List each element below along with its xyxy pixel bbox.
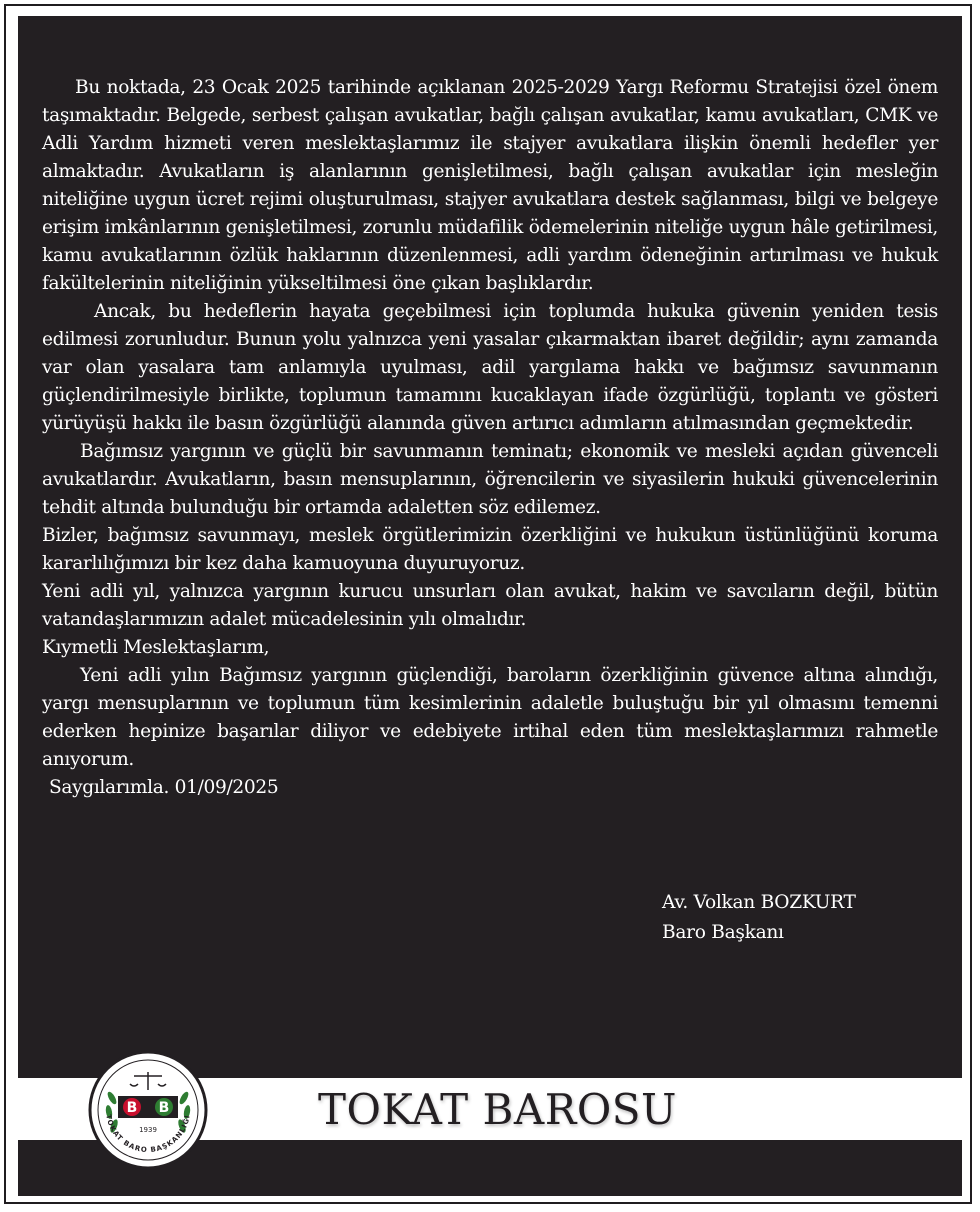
bar-association-logo bbox=[88, 1050, 208, 1170]
signature-block bbox=[662, 888, 856, 948]
letter-body bbox=[42, 74, 938, 802]
logo-ring-text: TOKAT BARO BAŞKANLIĞI bbox=[104, 1113, 192, 1155]
signatory-title: Baro Başkanı bbox=[662, 922, 784, 943]
paragraph: Bağımsız yargının ve güçlü bir savunmanın teminatı; ekonomik ve mesleki açıdan güvenceli avukatlardır. Avukatların, basın mensuplarının, öğrencilerin ve siyasilerin hukuki güvencelerinin tehdit altında bulunduğu bir ortamda adaletten söz edilemez. bbox=[42, 441, 938, 518]
paragraph: Yeni adli yılın Bağımsız yargının güçlendiği, baroların özerkliğinin güvence altına alındığı, yargı mensuplarının ve toplumun tüm kesimlerinin adaletle buluştuğu bir yıl olmasını temenni ederken hepinize başarılar diliyor ve edebiyete irtihal eden tüm meslektaşlarımızı rahmetle anıyorum. bbox=[42, 665, 938, 770]
paragraph: Bu noktada, 23 Ocak 2025 tarihinde açıklanan 2025-2029 Yargı Reformu Stratejisi özel önem taşımaktadır. Belgede, serbest çalışan avukatlar, bağlı çalışan avukatlar, kamu avukatları, CMK ve Adli Yardım hizmeti veren meslektaşlarımız ile stajyer avukatlara ilişkin önemli hedefler yer almaktadır. Avukatların iş alanlarının genişletilmesi, bağlı çalışan avukatlar için mesleğin niteliğine uygun ücret rejimi oluşturulması, stajyer avukatlara destek sağlanması, bilgi ve belgeye erişim imkânlarının genişletilmesi, zorunlu müdafilik ödemelerinin niteliğe uygun hâle getirilmesi, kamu avukatlarının özlük haklarının düzenlenmesi, adli yardım ödeneğinin artırılması ve hukuk fakültelerinin niteliğinin yükseltilmesi öne çıkan başlıklardır. bbox=[42, 77, 938, 294]
signatory-name: Av. Volkan BOZKURT bbox=[662, 892, 856, 913]
paragraph: Ancak, bu hedeflerin hayata geçebilmesi için toplumda hukuka güvenin yeniden tesis edilmesi zorunludur. Bunun yolu yalnızca yeni yasalar çıkarmaktan ibaret değildir; aynı zamanda var olan yasalara tam anlamıyla uyulması, adil yargılama hakkı ve bağımsız savunmanın güçlendirilmesiyle birlikte, toplumun tamamını kucaklayan ifade özgürlüğü, toplantı ve gösteri yürüyüşü hakkı ile basın özgürlüğü alanında güven artırıcı adımların atılmasından geçmektedir. bbox=[42, 301, 938, 434]
logo-letter-right: B bbox=[158, 1100, 170, 1116]
org-name: TOKAT BAROSU bbox=[318, 1084, 677, 1134]
closing-line: Saygılarımla. 01/09/2025 bbox=[49, 777, 279, 798]
logo-year: 1939 bbox=[139, 1126, 157, 1134]
paragraph: Bizler, bağımsız savunmayı, meslek örgütlerimizin özerkliğini ve hukukun üstünlüğünü koruma kararlılığımızı bir kez daha kamuoyuna duyuruyoruz. bbox=[42, 525, 938, 574]
salutation: Kıymetli Meslektaşlarım, bbox=[42, 637, 270, 658]
paragraph: Yeni adli yıl, yalnızca yargının kurucu unsurları olan avukat, hakim ve savcıların değil, bütün vatandaşlarımızın adalet mücadelesinin yılı olmalıdır. bbox=[42, 581, 938, 630]
logo-letter-left: B bbox=[126, 1100, 138, 1116]
